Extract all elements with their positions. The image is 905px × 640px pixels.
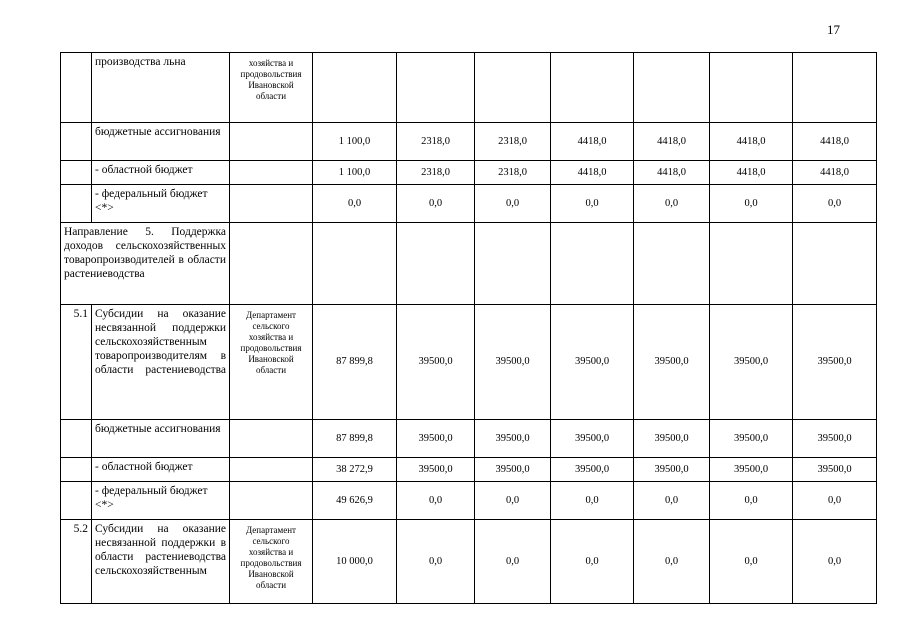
table-row bbox=[61, 305, 877, 420]
amount-cell: 0,0 bbox=[397, 482, 475, 520]
amount-cell: 39500,0 bbox=[397, 458, 475, 482]
amount-cell: 0,0 bbox=[551, 185, 634, 223]
amount-cell: 0,0 bbox=[793, 520, 877, 604]
amount-cell: 39500,0 bbox=[551, 420, 634, 458]
responsible-executor-cell bbox=[230, 161, 313, 185]
item-code-cell bbox=[61, 482, 92, 520]
responsible-executor-cell bbox=[230, 482, 313, 520]
amount-cell bbox=[634, 223, 710, 305]
item-name-cell: Субсидии на оказание несвязанной поддержки в области растениеводства сельскохозяйственным bbox=[92, 520, 230, 604]
item-name-cell: Субсидии на оказание несвязанной поддержки сельскохозяйственным товаропроизводителям в области растениеводства bbox=[92, 305, 230, 420]
amount-cell bbox=[313, 53, 397, 123]
amount-cell: 4418,0 bbox=[710, 161, 793, 185]
amount-cell: 1 100,0 bbox=[313, 123, 397, 161]
amount-cell: 39500,0 bbox=[793, 458, 877, 482]
amount-cell: 39500,0 bbox=[634, 305, 710, 420]
responsible-executor-cell bbox=[230, 123, 313, 161]
amount-cell: 39500,0 bbox=[793, 420, 877, 458]
amount-cell: 0,0 bbox=[634, 520, 710, 604]
amount-cell bbox=[551, 53, 634, 123]
amount-cell: 39500,0 bbox=[551, 458, 634, 482]
amount-cell: 2318,0 bbox=[475, 123, 551, 161]
item-code-cell bbox=[61, 420, 92, 458]
amount-cell: 39500,0 bbox=[710, 458, 793, 482]
responsible-executor-cell: хозяйства и продовольствия Ивановской области bbox=[230, 53, 313, 123]
responsible-executor-cell: Департамент сельского хозяйства и продовольствия Ивановской области bbox=[230, 520, 313, 604]
table-row bbox=[61, 123, 877, 161]
item-name-cell: - федеральный бюджет <*> bbox=[92, 185, 230, 223]
item-code-cell bbox=[61, 458, 92, 482]
amount-cell: 4418,0 bbox=[551, 161, 634, 185]
amount-cell: 0,0 bbox=[475, 520, 551, 604]
table-row bbox=[61, 161, 877, 185]
amount-cell bbox=[793, 223, 877, 305]
amount-cell: 39500,0 bbox=[551, 305, 634, 420]
table-row bbox=[61, 420, 877, 458]
budget-table bbox=[60, 52, 877, 604]
item-name-cell: производства льна bbox=[92, 53, 230, 123]
amount-cell: 4418,0 bbox=[634, 161, 710, 185]
amount-cell: 0,0 bbox=[475, 185, 551, 223]
amount-cell: 0,0 bbox=[551, 520, 634, 604]
item-code-cell bbox=[61, 161, 92, 185]
amount-cell: 39500,0 bbox=[793, 305, 877, 420]
table-row bbox=[61, 520, 877, 604]
amount-cell: 4418,0 bbox=[793, 161, 877, 185]
amount-cell: 39500,0 bbox=[397, 420, 475, 458]
amount-cell bbox=[397, 53, 475, 123]
amount-cell bbox=[793, 53, 877, 123]
responsible-executor-cell: Департамент сельского хозяйства и продовольствия Ивановской области bbox=[230, 305, 313, 420]
table-row bbox=[61, 458, 877, 482]
amount-cell: 0,0 bbox=[397, 185, 475, 223]
item-name-cell: бюджетные ассигнования bbox=[92, 420, 230, 458]
amount-cell: 39500,0 bbox=[634, 458, 710, 482]
amount-cell bbox=[710, 53, 793, 123]
amount-cell bbox=[475, 223, 551, 305]
amount-cell: 39500,0 bbox=[634, 420, 710, 458]
amount-cell: 1 100,0 bbox=[313, 161, 397, 185]
amount-cell: 10 000,0 bbox=[313, 520, 397, 604]
amount-cell bbox=[397, 223, 475, 305]
amount-cell: 4418,0 bbox=[710, 123, 793, 161]
item-code-cell: 5.2 bbox=[61, 520, 92, 604]
amount-cell: 39500,0 bbox=[710, 305, 793, 420]
amount-cell: 38 272,9 bbox=[313, 458, 397, 482]
responsible-executor-cell bbox=[230, 458, 313, 482]
section-row bbox=[61, 223, 877, 305]
amount-cell: 0,0 bbox=[551, 482, 634, 520]
amount-cell: 0,0 bbox=[313, 185, 397, 223]
table-row bbox=[61, 53, 877, 123]
item-code-cell bbox=[61, 123, 92, 161]
amount-cell: 39500,0 bbox=[397, 305, 475, 420]
amount-cell bbox=[634, 53, 710, 123]
amount-cell: 2318,0 bbox=[397, 123, 475, 161]
amount-cell: 0,0 bbox=[793, 482, 877, 520]
responsible-executor-cell bbox=[230, 185, 313, 223]
amount-cell: 0,0 bbox=[710, 482, 793, 520]
page-number: 17 bbox=[827, 22, 840, 37]
item-code-cell bbox=[61, 185, 92, 223]
amount-cell bbox=[313, 223, 397, 305]
amount-cell: 4418,0 bbox=[793, 123, 877, 161]
amount-cell: 39500,0 bbox=[475, 420, 551, 458]
section-title-cell: Направление 5. Поддержка доходов сельскохозяйственных товаропроизводителей в области растениеводства bbox=[61, 223, 230, 305]
responsible-executor-cell bbox=[230, 223, 313, 305]
amount-cell: 0,0 bbox=[634, 185, 710, 223]
item-name-cell: - областной бюджет bbox=[92, 458, 230, 482]
amount-cell: 49 626,9 bbox=[313, 482, 397, 520]
amount-cell: 0,0 bbox=[793, 185, 877, 223]
item-name-cell: - областной бюджет bbox=[92, 161, 230, 185]
amount-cell: 0,0 bbox=[397, 520, 475, 604]
amount-cell bbox=[710, 223, 793, 305]
item-name-cell: бюджетные ассигнования bbox=[92, 123, 230, 161]
amount-cell: 0,0 bbox=[710, 520, 793, 604]
responsible-executor-cell bbox=[230, 420, 313, 458]
amount-cell: 87 899,8 bbox=[313, 305, 397, 420]
amount-cell: 0,0 bbox=[710, 185, 793, 223]
amount-cell bbox=[475, 53, 551, 123]
item-name-cell: - федеральный бюджет <*> bbox=[92, 482, 230, 520]
amount-cell: 0,0 bbox=[634, 482, 710, 520]
amount-cell: 4418,0 bbox=[634, 123, 710, 161]
amount-cell: 2318,0 bbox=[397, 161, 475, 185]
item-code-cell: 5.1 bbox=[61, 305, 92, 420]
amount-cell: 2318,0 bbox=[475, 161, 551, 185]
amount-cell: 39500,0 bbox=[710, 420, 793, 458]
amount-cell: 87 899,8 bbox=[313, 420, 397, 458]
amount-cell: 4418,0 bbox=[551, 123, 634, 161]
item-code-cell bbox=[61, 53, 92, 123]
amount-cell bbox=[551, 223, 634, 305]
table-row bbox=[61, 482, 877, 520]
table-row bbox=[61, 185, 877, 223]
amount-cell: 39500,0 bbox=[475, 305, 551, 420]
amount-cell: 39500,0 bbox=[475, 458, 551, 482]
amount-cell: 0,0 bbox=[475, 482, 551, 520]
